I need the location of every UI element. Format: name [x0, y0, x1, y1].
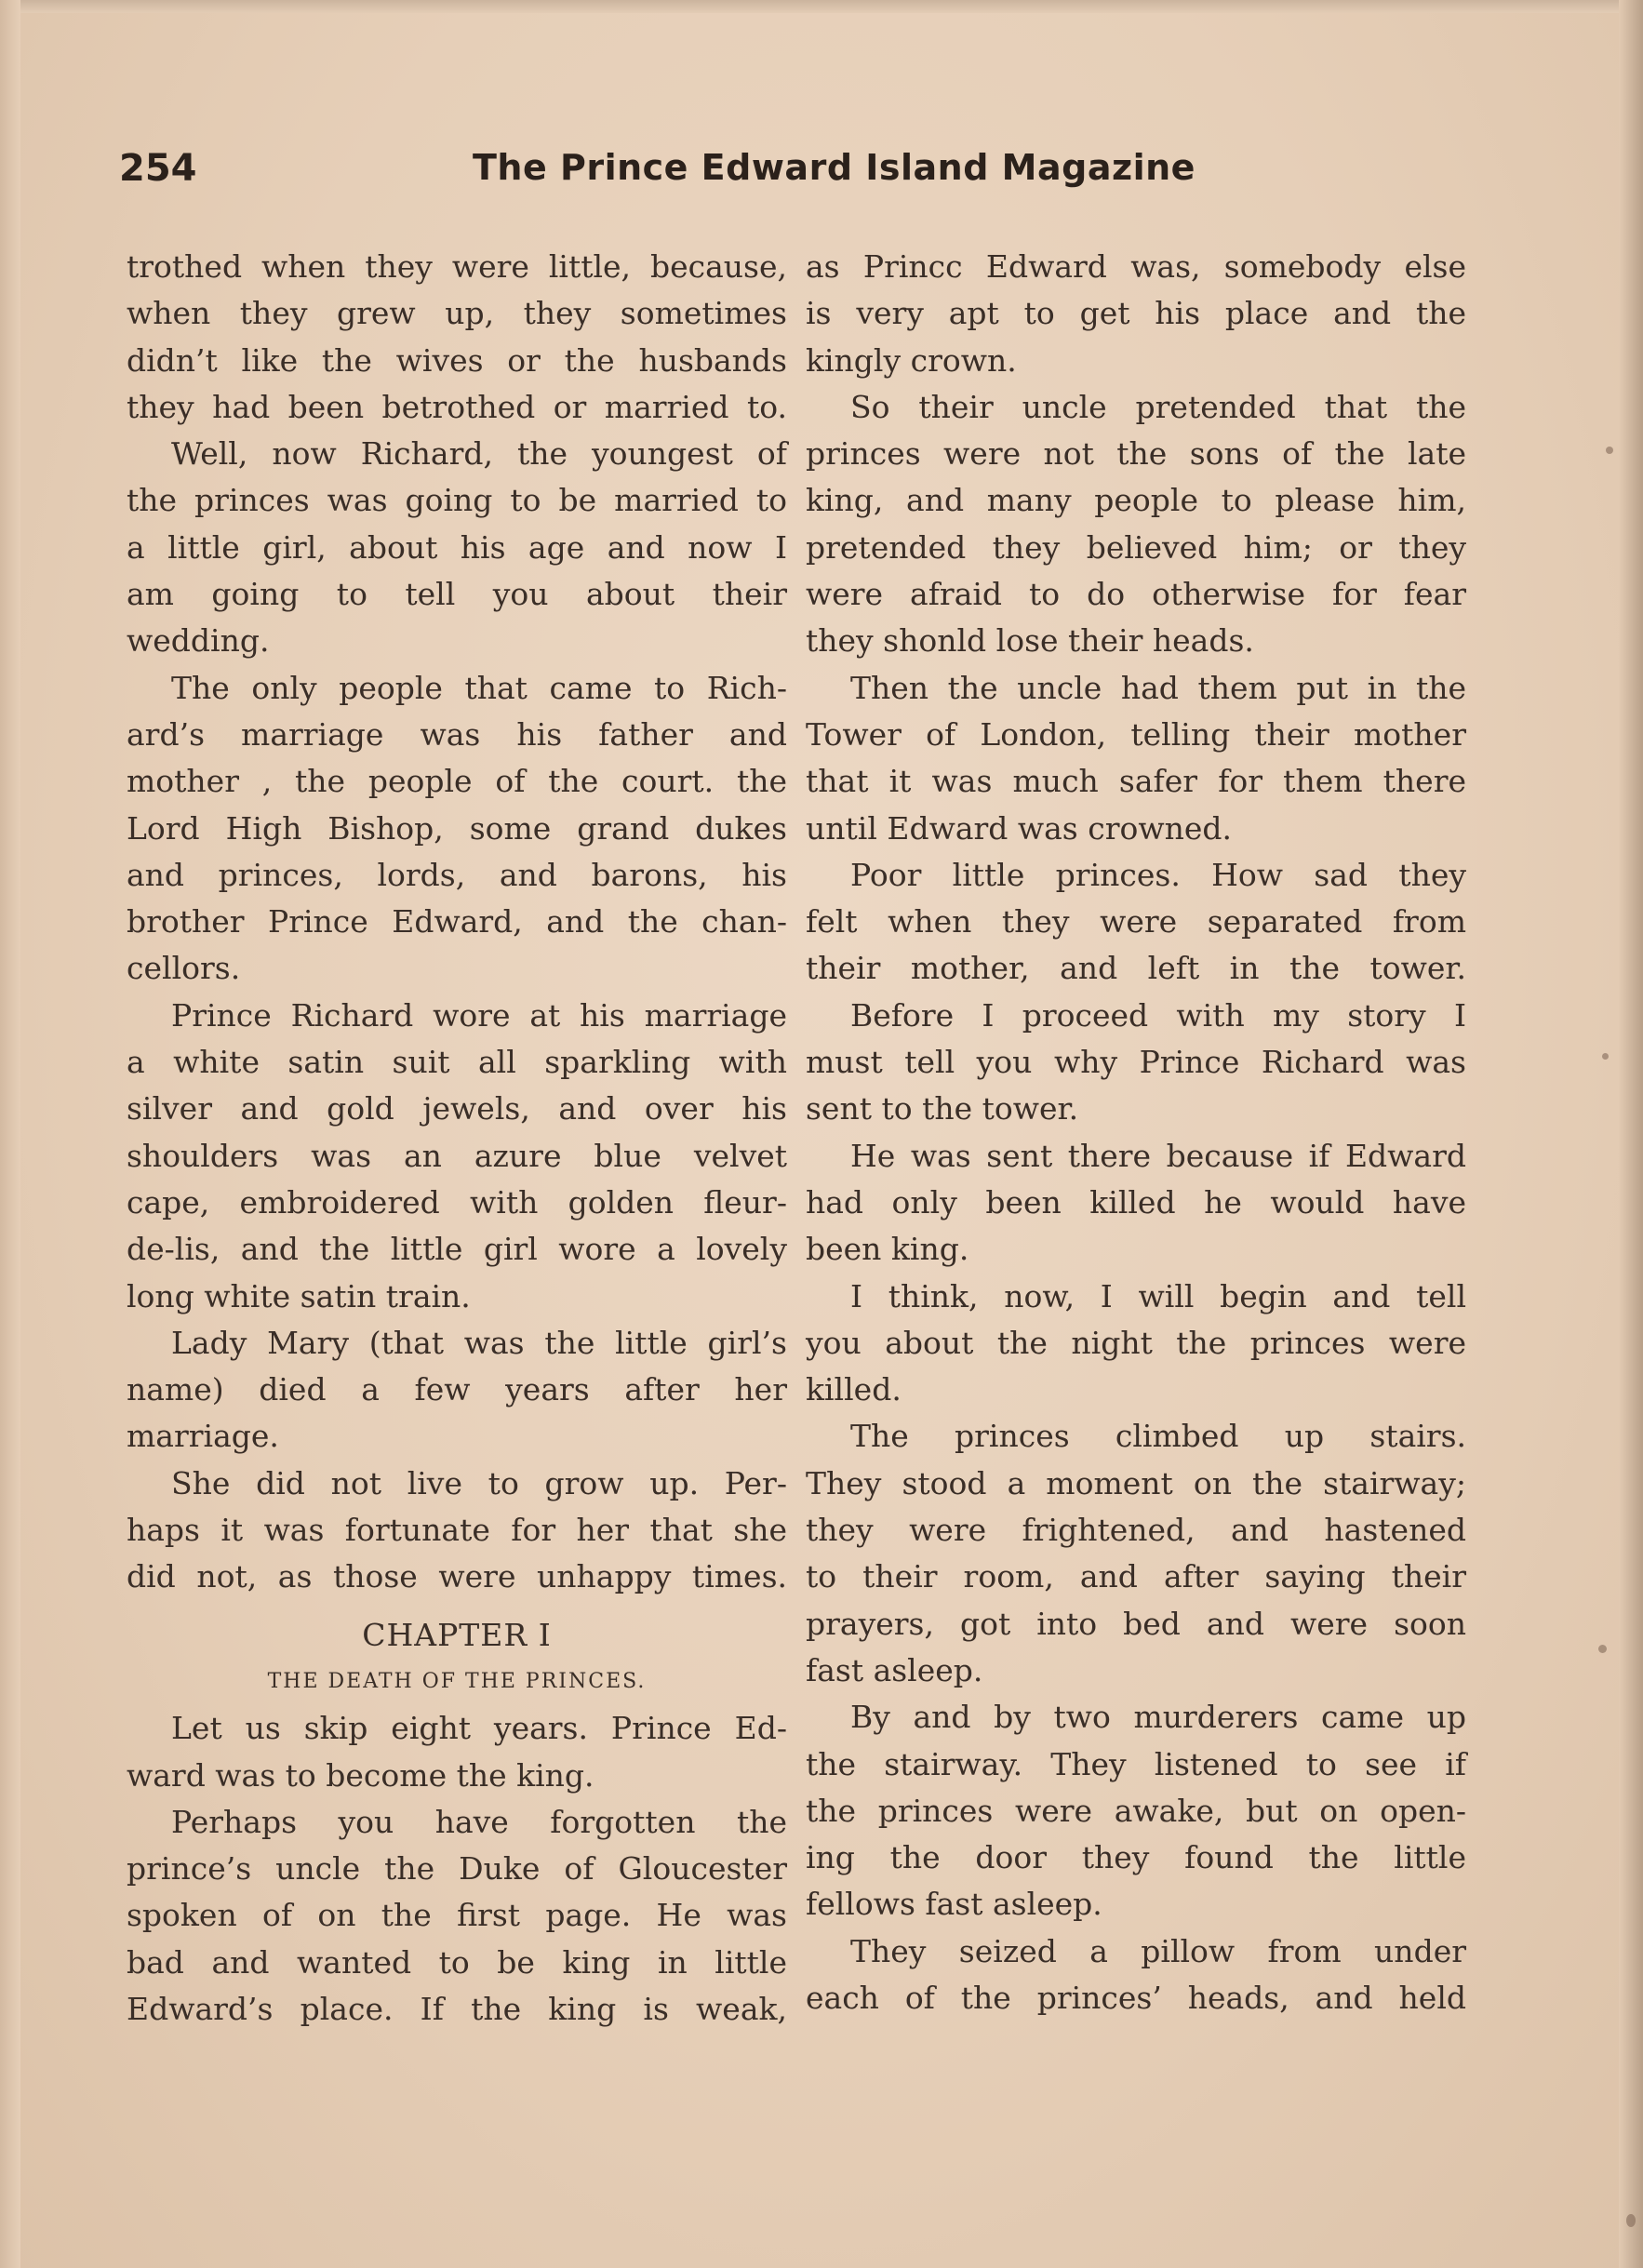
- ink-speck: [1606, 447, 1613, 454]
- text-line: kingly crown.: [806, 341, 1017, 379]
- text-line: fast asleep.: [806, 1651, 983, 1688]
- text-line: silver and gold jewels, and over his: [127, 1090, 787, 1127]
- text-line: pretended they believed him; or they: [806, 528, 1466, 566]
- text-line: spoken of on the first page. He was: [127, 1897, 787, 1934]
- text-line: felt when they were separated from: [806, 903, 1466, 941]
- text-line: they had been betrothed or married to.: [127, 388, 787, 425]
- text-line: their mother, and left in the tower.: [806, 950, 1466, 987]
- text-line: a little girl, about his age and now I: [127, 528, 787, 566]
- text-line: that it was much safer for them there: [806, 763, 1466, 800]
- text-line: been king.: [806, 1231, 969, 1268]
- chapter-heading: CHAPTER I: [362, 1616, 552, 1653]
- running-head: [119, 147, 1468, 203]
- text-line: I think, now, I will begin and tell: [850, 1277, 1466, 1314]
- text-line: Perhaps you have forgotten the: [171, 1803, 787, 1840]
- text-line: ard’s marriage was his father and: [127, 715, 787, 753]
- text-line: until Edward was crowned.: [806, 809, 1233, 847]
- text-line: as Princc Edward was, somebody else: [806, 248, 1466, 285]
- text-line: marriage.: [127, 1418, 279, 1455]
- text-line: Before I proceed with my story I: [850, 996, 1466, 1034]
- text-line: princes were not the sons of the late: [806, 435, 1466, 473]
- page-right-edge: [1619, 0, 1643, 2268]
- ink-speck: [1626, 2214, 1636, 2227]
- text-line: the princes was going to be married to: [127, 482, 787, 519]
- text-line: cape, embroidered with golden fleur-: [127, 1183, 787, 1221]
- text-line: am going to tell you about their: [127, 576, 787, 613]
- text-line: They stood a moment on the stairway;: [806, 1464, 1466, 1501]
- left-column: [127, 244, 787, 2033]
- text-line: and princes, lords, and barons, his: [127, 856, 787, 893]
- text-line: the stairway. They listened to see if: [806, 1745, 1466, 1782]
- text-line: killed.: [806, 1371, 902, 1408]
- ink-speck: [1602, 1053, 1609, 1060]
- text-line: long white satin train.: [127, 1277, 471, 1314]
- text-line: Then the uncle had them put in the: [850, 669, 1466, 706]
- page-top-edge: [0, 0, 1643, 13]
- text-line: each of the princes’ heads, and held: [806, 1979, 1466, 2016]
- page-number: 254: [119, 147, 197, 190]
- text-line: Lady Mary (that was the little girl’s: [171, 1324, 787, 1361]
- text-line: ing the door they found the little: [806, 1839, 1466, 1876]
- text-line: is very apt to get his place and the: [806, 295, 1466, 332]
- text-line: Tower of London, telling their mother: [806, 715, 1466, 753]
- text-line: they shonld lose their heads.: [806, 622, 1254, 660]
- text-line: The princes climbed up stairs.: [850, 1418, 1466, 1455]
- text-line: fellows fast asleep.: [806, 1886, 1102, 1923]
- text-line: The only people that came to Rich-: [171, 669, 787, 706]
- text-line: By and by two murderers came up: [850, 1699, 1466, 1736]
- text-line: the princes were awake, but on open-: [806, 1792, 1466, 1829]
- text-line: Edward’s place. If the king is weak,: [127, 1990, 787, 2027]
- text-line: They seized a pillow from under: [850, 1932, 1466, 1969]
- text-line: prayers, got into bed and were soon: [806, 1605, 1466, 1642]
- text-line: prince’s uncle the Duke of Gloucester: [127, 1850, 787, 1888]
- text-line: cellors.: [127, 950, 241, 987]
- text-line: had only been killed he would have: [806, 1183, 1466, 1221]
- page-left-edge: [0, 0, 20, 2268]
- text-line: So their uncle pretended that the: [850, 388, 1466, 425]
- text-line: when they grew up, they sometimes: [127, 295, 787, 332]
- text-line: Let us skip eight years. Prince Ed-: [171, 1710, 787, 1747]
- text-line: mother , the people of the court. the: [127, 763, 787, 800]
- text-line: were afraid to do otherwise for fear: [806, 576, 1466, 613]
- chapter-subheading: THE DEATH OF THE PRINCES.: [267, 1669, 647, 1693]
- text-line: you about the night the princes were: [806, 1324, 1466, 1361]
- text-line: they were frightened, and hastened: [806, 1512, 1466, 1549]
- text-line: bad and wanted to be king in little: [127, 1943, 787, 1981]
- text-line: did not, as those were unhappy times.: [127, 1558, 787, 1595]
- text-line: haps it was fortunate for her that she: [127, 1512, 787, 1549]
- text-line: brother Prince Edward, and the chan-: [127, 903, 787, 941]
- ink-speck: [1598, 1645, 1607, 1653]
- text-line: ward was to become the king.: [127, 1756, 594, 1794]
- text-line: name) died a few years after her: [127, 1371, 787, 1408]
- right-column: [806, 244, 1466, 2021]
- text-line: Poor little princes. How sad they: [850, 856, 1466, 893]
- text-line: didn’t like the wives or the husbands: [127, 341, 787, 379]
- magazine-title: The Prince Edward Island Magazine: [473, 147, 1196, 188]
- text-line: sent to the tower.: [806, 1090, 1079, 1127]
- text-line: must tell you why Prince Richard was: [806, 1044, 1466, 1081]
- text-line: shoulders was an azure blue velvet: [127, 1137, 787, 1174]
- text-line: He was sent there because if Edward: [850, 1137, 1466, 1174]
- text-line: trothed when they were little, because,: [127, 248, 787, 285]
- text-line: king, and many people to please him,: [806, 482, 1466, 519]
- text-line: wedding.: [127, 622, 270, 660]
- text-line: Prince Richard wore at his marriage: [171, 996, 787, 1034]
- text-line: de-lis, and the little girl wore a lovely: [127, 1231, 787, 1268]
- text-line: Well, now Richard, the youngest of: [171, 435, 787, 473]
- text-line: She did not live to grow up. Per-: [171, 1464, 787, 1501]
- text-line: Lord High Bishop, some grand dukes: [127, 809, 787, 847]
- text-line: to their room, and after saying their: [806, 1558, 1466, 1595]
- text-line: a white satin suit all sparkling with: [127, 1044, 787, 1081]
